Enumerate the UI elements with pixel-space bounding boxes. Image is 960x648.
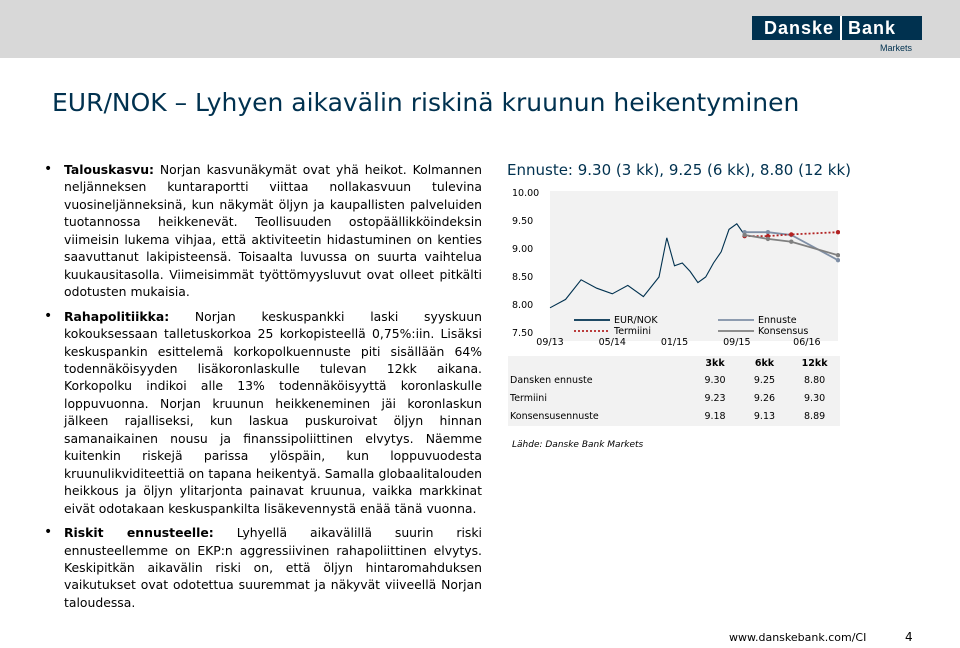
table-cell: Dansken ennuste <box>510 374 593 386</box>
table-cell: Konsensusennuste <box>510 411 599 423</box>
x-tick-label: 09/15 <box>723 337 751 348</box>
bullet-monetary-policy <box>64 308 482 517</box>
series-point <box>836 230 840 234</box>
legend-label: Termiini <box>614 326 651 337</box>
forecast-heading: Ennuste: 9.30 (3 kk), 9.25 (6 kk), 8.80 (12 kk) <box>507 161 852 179</box>
y-tick-label: 10.00 <box>512 188 540 199</box>
danske-bank-logo <box>752 16 922 40</box>
bullet-risks <box>64 524 482 611</box>
legend-label: Ennuste <box>758 315 797 326</box>
logo-text-bank: Bank <box>848 17 897 38</box>
table-cell: 8.80 <box>804 374 826 386</box>
series-point <box>836 258 840 262</box>
table-cell: Termiini <box>510 392 547 404</box>
logo-text-danske: Danske <box>764 17 835 38</box>
table-header-cell: 12kk <box>801 358 828 369</box>
bullet-text: Lyhyellä aikavälillä suurin riski ennusteellemme on EKP:n aggressiivinen rahapoliittinen elvytys. Keskipitkän aikavälin riski on, että öljyn hintaromahduksen vaikutukset ovat odotettua suuremmat ja näkyvät viiveellä Norjan taloudessa. <box>64 525 482 610</box>
logo-divider <box>840 16 842 40</box>
x-tick-label: 01/15 <box>660 337 689 348</box>
y-tick-label: 8.00 <box>512 300 534 311</box>
x-tick-label: 06/16 <box>793 337 821 348</box>
series-point <box>789 240 793 244</box>
legend-label: Konsensus <box>758 326 809 337</box>
bullet-lead: Rahapolitiikka: <box>64 308 170 324</box>
x-tick-label: 09/13 <box>536 337 564 348</box>
y-tick-label: 8.50 <box>512 272 534 283</box>
y-tick-label: 9.50 <box>512 216 534 227</box>
table-cell: 9.18 <box>704 411 726 423</box>
source-note: Lähde: Danske Bank Markets <box>512 440 644 450</box>
bullet-text: Norjan kasvunäkymät ovat yhä heikot. Kolmannen neljänneksen kuntaraportti viittaa nollakasvuun tulevina vuosineljänneksinä, kun näkymät öljyn ja kaupallisten palveluiden tuotannossa heikkenevät. Teollisuuden ostopäällikköindeksin viimeisin lukema vihjaa, että aktiviteetin hidastuminen on kenties saavuttanut lakipisteensä. Toisaalta luvussa on suurta vaihtelua kuukausitasolla. Viimeisimmät työttömyysluvut ovat olleet pitkälti odotusten mukaisia. <box>64 162 482 300</box>
table-cell: 9.26 <box>753 392 776 404</box>
table-cell: 9.23 <box>704 392 726 404</box>
page-number: 4 <box>905 630 913 644</box>
table-row <box>508 408 840 426</box>
bullet-text: Norjan keskuspankki laski syyskuun kokouksessaan talletuskorkoa 25 korkopisteellä 0,75%:iin. Lisäksi keskuspankin esittelemä korkopolkuennuste piti sisällään 64% todennäköisyyden lisäkoronlaskulle tulevan 12kk aikana. Korkopolku indikoi alle 13% todennäköisyyttä koronlaskulle loppuvuonna. Norjan kruunun heikkeneminen jäi koronlaskun jälkeen rajalliseksi, kun laskua puskuroivat öljyn hinnan samanaikainen nousu ja finanssipoliittinen elvytys. Näemme kuitenkin riskejä parissa ylöspäin, kun loppuvuodesta kruunulikviditeettiä on tapana heikentyä. Samalla globaalitalouden heikkous ja öljyn ylitarjonta painavat kruunua, vaikka markkinat eivät odotakaan keskuspankilta lisäkevennystä enää tänä vuonna. <box>64 308 482 516</box>
table-header-row <box>508 356 840 371</box>
bullet-list <box>64 161 482 618</box>
table-row <box>508 389 840 407</box>
y-tick-label: 7.50 <box>512 328 534 339</box>
table-header-cell: 3kk <box>705 358 725 369</box>
table-cell: 8.89 <box>804 411 826 423</box>
table-cell: 9.30 <box>704 374 726 386</box>
series-point <box>789 232 793 236</box>
legend-label: EUR/NOK <box>614 315 658 326</box>
bullet-lead: Talouskasvu: <box>64 162 155 177</box>
bullet-lead: Riskit ennusteelle: <box>64 525 214 541</box>
series-point <box>766 237 770 241</box>
series-point <box>766 230 770 234</box>
bullet-growth <box>64 161 482 301</box>
table-header-cell <box>508 356 690 371</box>
table-cell: 9.30 <box>804 392 826 404</box>
footer-url[interactable]: www.danskebank.com/CI <box>729 631 867 644</box>
table-cell: 9.13 <box>753 411 776 423</box>
forecast-table <box>508 356 840 426</box>
eurnok-chart <box>508 183 840 353</box>
x-tick-label: 05/14 <box>598 337 626 348</box>
series-point <box>742 233 746 237</box>
y-tick-label: 9.00 <box>512 244 534 255</box>
table-row <box>508 371 840 389</box>
table-cell: 9.25 <box>753 374 776 386</box>
series-point <box>836 253 840 257</box>
slide-title: EUR/NOK – Lyhyen aikavälin riskinä kruunun heikentyminen <box>52 88 800 117</box>
table-header-cell: 6kk <box>754 358 775 369</box>
logo-subtitle: Markets <box>880 43 913 53</box>
